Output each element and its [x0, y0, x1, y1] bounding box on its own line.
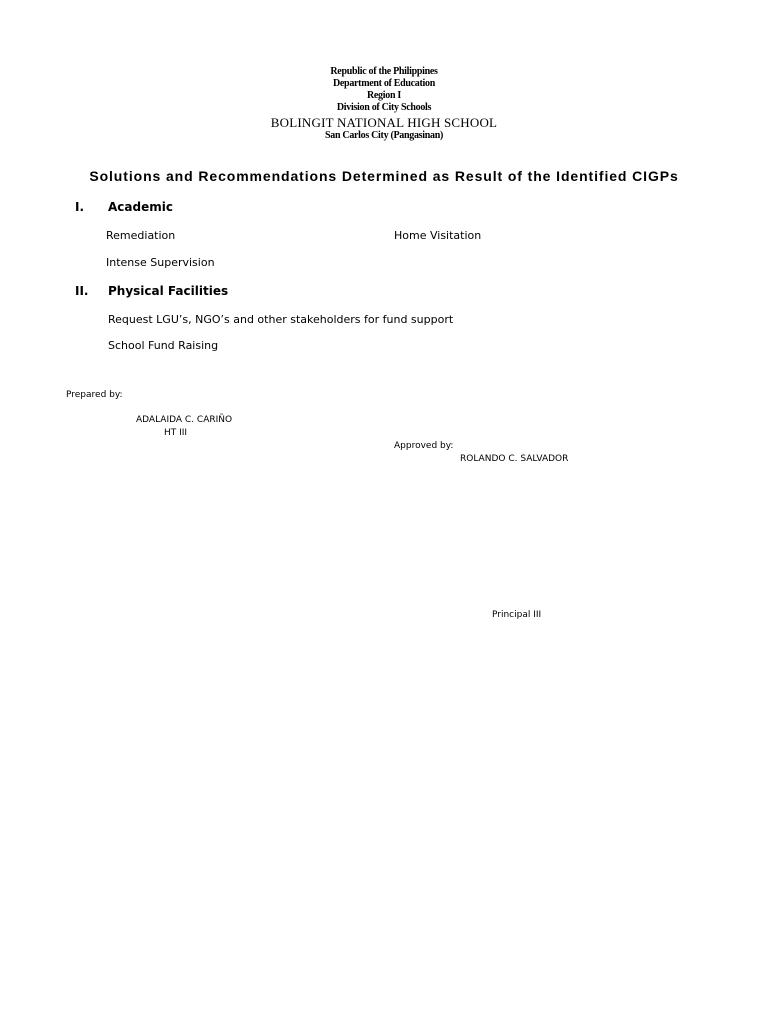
approver-position: Principal III [492, 610, 542, 620]
header-city: San Carlos City (Pangasinan) [324, 130, 443, 141]
section-title-physical-facilities: Physical Facilities [108, 284, 229, 298]
header-department: Department of Education [333, 78, 435, 89]
document-title: Solutions and Recommendations Determined as Result of the Identified CIGPs [89, 168, 679, 184]
preparer-name: ADALAIDA C. CARIÑO [136, 415, 233, 425]
list-item-intense-supervision: Intense Supervision [106, 256, 215, 269]
prepared-by-label: Prepared by: [66, 390, 123, 400]
list-item-school-fund-raising: School Fund Raising [108, 339, 219, 352]
header-region: Region I [367, 90, 401, 101]
list-item-remediation: Remediation [106, 229, 176, 242]
list-item-fund-support: Request LGU’s, NGO’s and other stakeholders for fund support [108, 313, 454, 326]
section-title-academic: Academic [108, 200, 173, 214]
header-division: Division of City Schools [336, 102, 432, 113]
approved-by-label: Approved by: [394, 441, 454, 451]
preparer-position: HT III [164, 428, 188, 438]
header-republic: Republic of the Philippines [330, 66, 438, 77]
section-number-physical-facilities: II. [75, 284, 89, 298]
section-number-academic: I. [75, 200, 85, 214]
list-item-home-visitation: Home Visitation [394, 229, 482, 242]
header-school-name: BOLINGIT NATIONAL HIGH SCHOOL [270, 115, 498, 130]
approver-name: ROLANDO C. SALVADOR [460, 454, 569, 464]
